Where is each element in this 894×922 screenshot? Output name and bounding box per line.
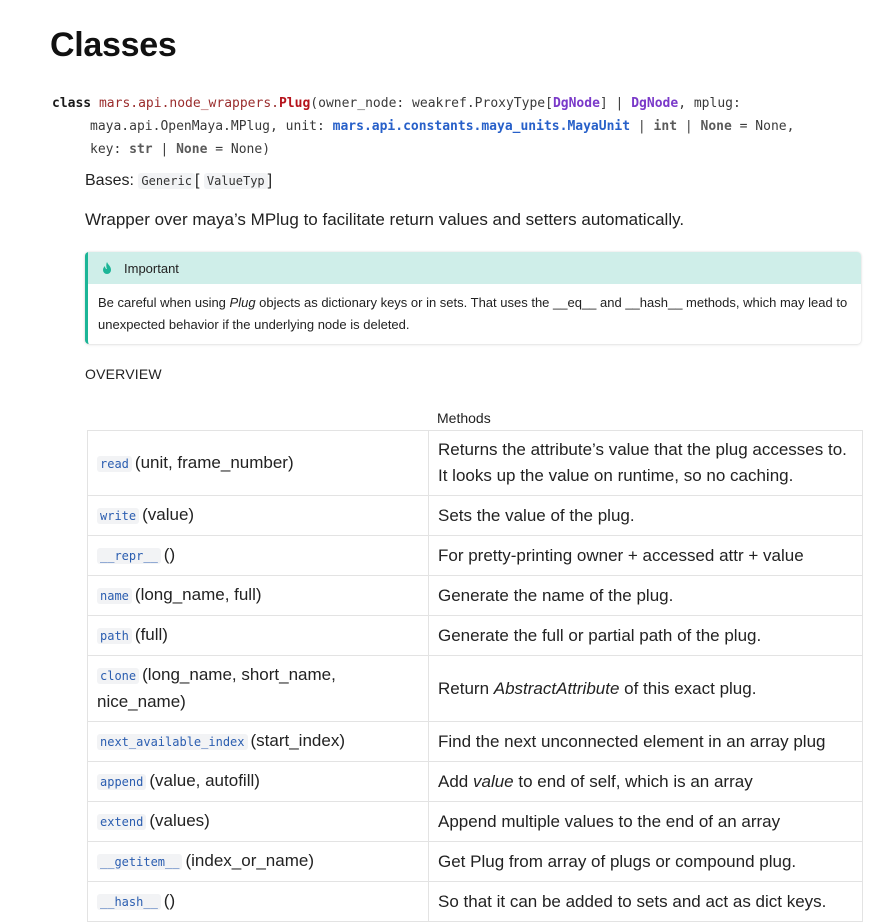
method-name-link[interactable]: next_available_index (97, 734, 248, 750)
pipe-2: | (677, 119, 701, 134)
unit-default: = None, (731, 119, 795, 134)
method-signature-cell (88, 762, 429, 802)
method-desc-text: Return (438, 678, 494, 698)
method-desc-em: value (472, 771, 514, 791)
method-name-link[interactable]: __hash__ (97, 894, 161, 910)
method-name-link[interactable]: __getitem__ (97, 854, 182, 870)
none-type: None (700, 119, 732, 134)
param-unit: , unit: (270, 119, 333, 134)
table-row (88, 882, 863, 922)
overview-label: OVERVIEW (85, 366, 162, 382)
method-name-link[interactable]: append (97, 774, 146, 790)
methods-table (87, 430, 863, 922)
class-name: Plug (278, 96, 311, 111)
method-signature-cell (88, 842, 429, 882)
none-type-2: None (176, 142, 208, 157)
bases-label: Bases: (85, 172, 134, 189)
method-desc-text: Returns the attribute’s value that the plug accesses to. It looks up the value on runtime, so no caching. (438, 440, 847, 485)
bases-line (85, 172, 272, 190)
method-name-link[interactable]: path (97, 628, 132, 644)
method-signature-cell (88, 431, 429, 496)
method-signature-cell (88, 722, 429, 762)
method-description-cell (429, 496, 863, 536)
method-signature-cell (88, 882, 429, 922)
page-title: Classes (50, 26, 177, 64)
method-args: () (163, 545, 176, 564)
method-desc-text: Sets the value of the plug. (438, 505, 635, 525)
method-desc-text: Add (438, 771, 473, 791)
method-description-cell (429, 616, 863, 656)
method-args: (value) (142, 505, 195, 524)
method-signature-cell (88, 576, 429, 616)
method-desc-text: Generate the full or partial path of the plug. (438, 625, 762, 645)
method-description-cell (429, 722, 863, 762)
method-desc-em: AbstractAttribute (493, 678, 620, 698)
method-desc-text: Get Plug from array of plugs or compound plug. (438, 851, 797, 871)
table-row (88, 616, 863, 656)
method-desc-text: Generate the name of the plug. (438, 585, 674, 605)
pipe-1: | (630, 119, 654, 134)
signature-line-3 (52, 138, 864, 161)
method-signature-cell (88, 496, 429, 536)
method-desc-text: Append multiple values to the end of an array (438, 811, 781, 831)
key-default: = None) (207, 142, 271, 157)
int-type: int (653, 119, 678, 134)
table-row (88, 431, 863, 496)
table-row (88, 762, 863, 802)
method-description-cell (429, 762, 863, 802)
method-args: (start_index) (250, 731, 345, 750)
method-args: (full) (134, 625, 168, 644)
method-description-cell (429, 882, 863, 922)
admonition-body (88, 284, 861, 336)
table-row (88, 496, 863, 536)
signature-line-1 (52, 92, 864, 115)
table-row (88, 802, 863, 842)
method-description-cell (429, 536, 863, 576)
param-mplug-type: maya.api.OpenMaya.MPlug (90, 119, 271, 134)
maya-unit-link[interactable]: mars.api.constants.maya_units.MayaUnit (332, 119, 631, 134)
flame-icon (100, 261, 114, 275)
table-row (88, 842, 863, 882)
str-type: str (129, 142, 153, 157)
method-name-link[interactable]: clone (97, 668, 139, 684)
method-signature-cell (88, 536, 429, 576)
pipe-3: | (152, 142, 177, 157)
method-desc-text: For pretty-printing owner + accessed attr + value (438, 545, 804, 565)
method-args: (long_name, short_name, nice_name) (97, 665, 336, 711)
table-row (88, 722, 863, 762)
important-admonition (85, 252, 861, 344)
class-description: Wrapper over maya’s MPlug to facilitate return values and setters automatically. (85, 210, 685, 229)
method-args: (index_or_name) (185, 851, 314, 870)
param-owner-node: owner_node: (318, 96, 413, 111)
method-args: () (163, 891, 176, 910)
method-args: (value, autofill) (149, 771, 260, 790)
method-signature-cell (88, 616, 429, 656)
method-name-link[interactable]: name (97, 588, 132, 604)
type-close: ] | (599, 96, 632, 111)
admonition-em: Plug (229, 295, 256, 310)
method-description-cell (429, 576, 863, 616)
method-description-cell (429, 802, 863, 842)
method-description-cell (429, 842, 863, 882)
method-name-link[interactable]: read (97, 456, 132, 472)
admonition-title: Important (124, 260, 179, 276)
method-args: (long_name, full) (134, 585, 262, 604)
method-description-cell (429, 431, 863, 496)
methods-caption: Methods (437, 410, 491, 426)
method-desc-text-2: of this exact plug. (619, 678, 757, 698)
table-row (88, 656, 863, 722)
table-row (88, 576, 863, 616)
module-prefix: mars.api.node_wrappers. (98, 96, 279, 111)
method-name-link[interactable]: __repr__ (97, 548, 161, 564)
method-signature-cell (88, 656, 429, 722)
param-mplug: , mplug: (678, 96, 741, 111)
method-name-link[interactable]: extend (97, 814, 146, 830)
table-row (88, 536, 863, 576)
method-signature-cell (88, 802, 429, 842)
admonition-text-2: objects as dictionary keys or in sets. That uses the __eq__ and __hash__ methods, which may lead to unexpected behavior if the underlying node is deleted. (98, 295, 848, 332)
dgnode-link[interactable]: DgNode (552, 96, 600, 111)
method-name-link[interactable]: write (97, 508, 139, 524)
dgnode-link-2[interactable]: DgNode (631, 96, 679, 111)
bracket-open: [ (194, 172, 200, 189)
param-key: key: (90, 142, 130, 157)
param-owner-node-type: weakref.ProxyType[ (412, 96, 553, 111)
method-desc-text: Find the next unconnected element in an array plug (438, 731, 826, 751)
generic-base: Generic (138, 173, 195, 189)
class-signature (52, 92, 864, 161)
method-desc-text: So that it can be added to sets and act as dict keys. (438, 891, 827, 911)
open-paren: ( (310, 96, 319, 111)
admonition-header (88, 252, 861, 284)
method-args: (values) (149, 811, 210, 830)
bracket-close: ] (267, 172, 273, 189)
method-desc-text-2: to end of self, which is an array (513, 771, 753, 791)
admonition-text-1: Be careful when using (98, 295, 230, 310)
class-keyword: class (52, 96, 92, 111)
signature-line-2 (52, 115, 864, 138)
method-args: (unit, frame_number) (134, 452, 294, 472)
method-description-cell (429, 656, 863, 722)
valuetyp-base: ValueTyp (204, 173, 268, 189)
